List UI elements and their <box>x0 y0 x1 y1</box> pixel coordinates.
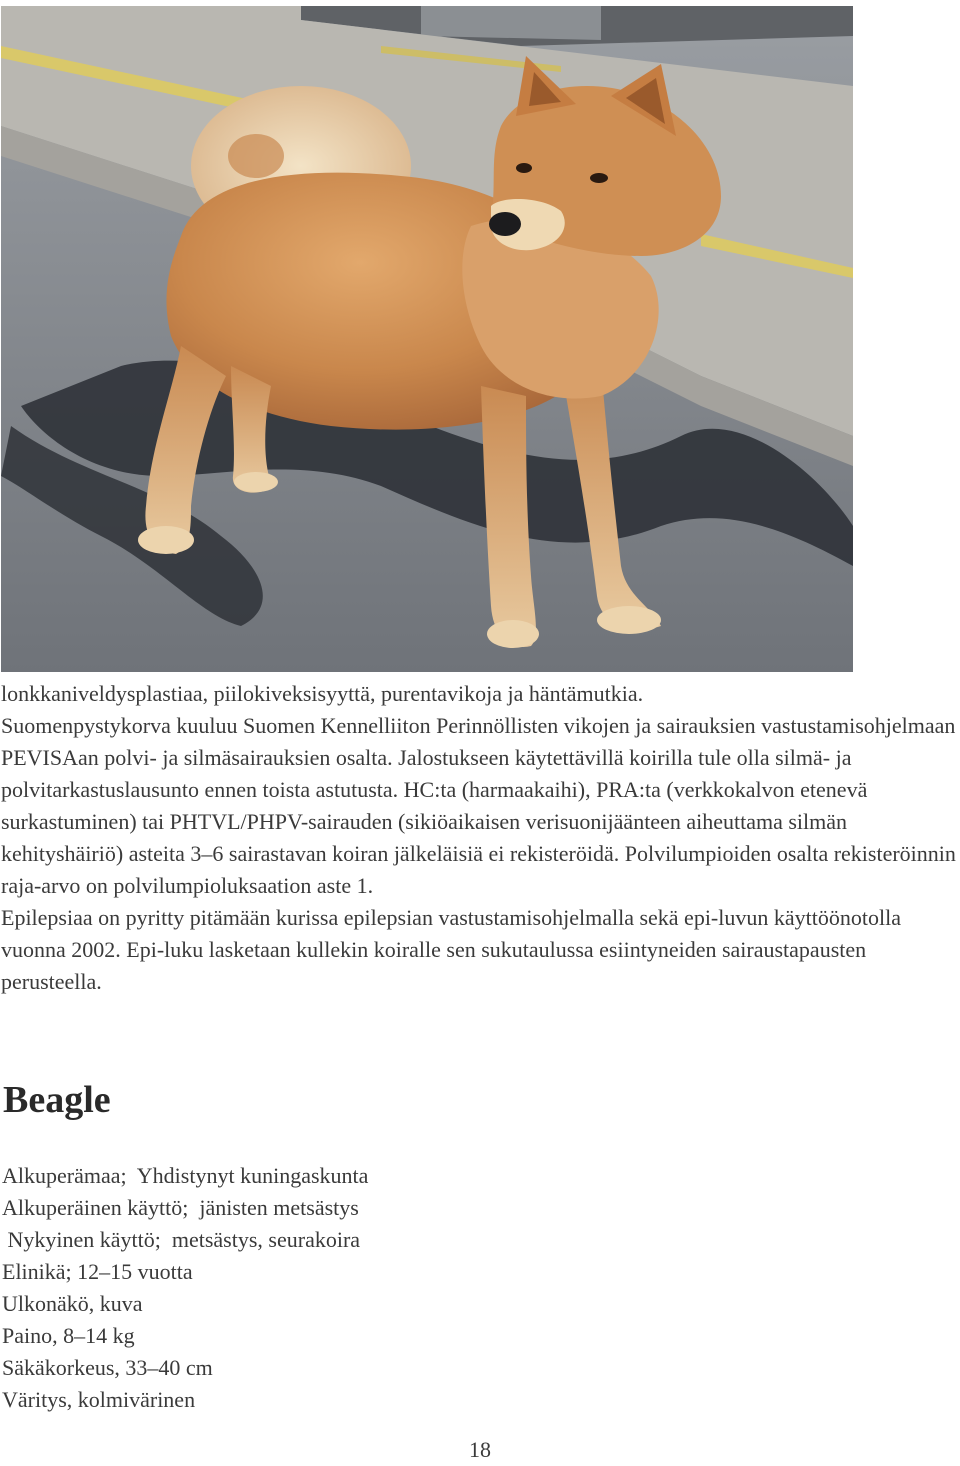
paragraph: lonkkaniveldysplastiaa, piilokiveksisyyttä, purentavikoja ja häntämutkia. <box>1 681 644 706</box>
dog-nose <box>489 212 521 236</box>
page-number: 18 <box>469 1437 491 1462</box>
fact-original-use: Alkuperäinen käyttö; jänisten metsästys <box>2 1195 359 1220</box>
fact-lifespan: Elinikä; 12–15 vuotta <box>2 1259 193 1284</box>
section-heading: Beagle <box>3 1079 111 1121</box>
fact-origin-country: Alkuperämaa; Yhdistynyt kuningaskunta <box>2 1163 369 1188</box>
background-door <box>421 6 601 40</box>
dog-eye <box>516 163 532 173</box>
fact-weight: Paino, 8–14 kg <box>2 1323 135 1348</box>
paw <box>597 606 661 634</box>
fact-height: Säkäkorkeus, 33–40 cm <box>2 1355 213 1380</box>
fact-current-use: Nykyinen käyttö; metsästys, seurakoira <box>2 1227 361 1252</box>
paw <box>487 620 539 648</box>
dog-illustration <box>1 6 853 672</box>
fact-color: Väritys, kolmivärinen <box>2 1387 196 1412</box>
fact-appearance: Ulkonäkö, kuva <box>2 1291 143 1316</box>
paragraph: Suomenpystykorva kuuluu Suomen Kennelliiton Perinnöllisten vikojen ja sairauksien vastustamisohjelmaan PEVISAan polvi- ja silmäsairauksien osalta. Jalostukseen käytettävillä koirilla tule olla silmä- ja polvitarkastuslausunto ennen toista astutusta. HC:ta (harmaakaihi), PRA:ta (verkkokalvon etenevä surkastuminen) tai PHTVL/PHPV-sairauden (sikiöaikaisen verisuonijäänteen aiheuttama silmän kehityshäiriö) asteita 3–6 sairastavan koiran jälkeläisiä ei rekisteröidä. Polvilumpioiden osalta rekisteröinnin raja-arvo on polvilumpioluksaation aste 1. <box>1 713 956 898</box>
article-body <box>1 678 959 998</box>
paw <box>138 526 194 554</box>
breed-facts-list <box>2 1160 368 1416</box>
paragraph: Epilepsiaa on pyritty pitämään kurissa epilepsian vastustamisohjelmalla sekä epi-luvun käyttöönotolla vuonna 2002. Epi-luku lasketaan kullekin koiralle sen sukutaulussa esiintyneiden sairaustapausten perusteella. <box>1 905 901 994</box>
dog-eye <box>590 173 608 183</box>
paw <box>234 472 278 492</box>
dog-photo <box>1 6 853 672</box>
